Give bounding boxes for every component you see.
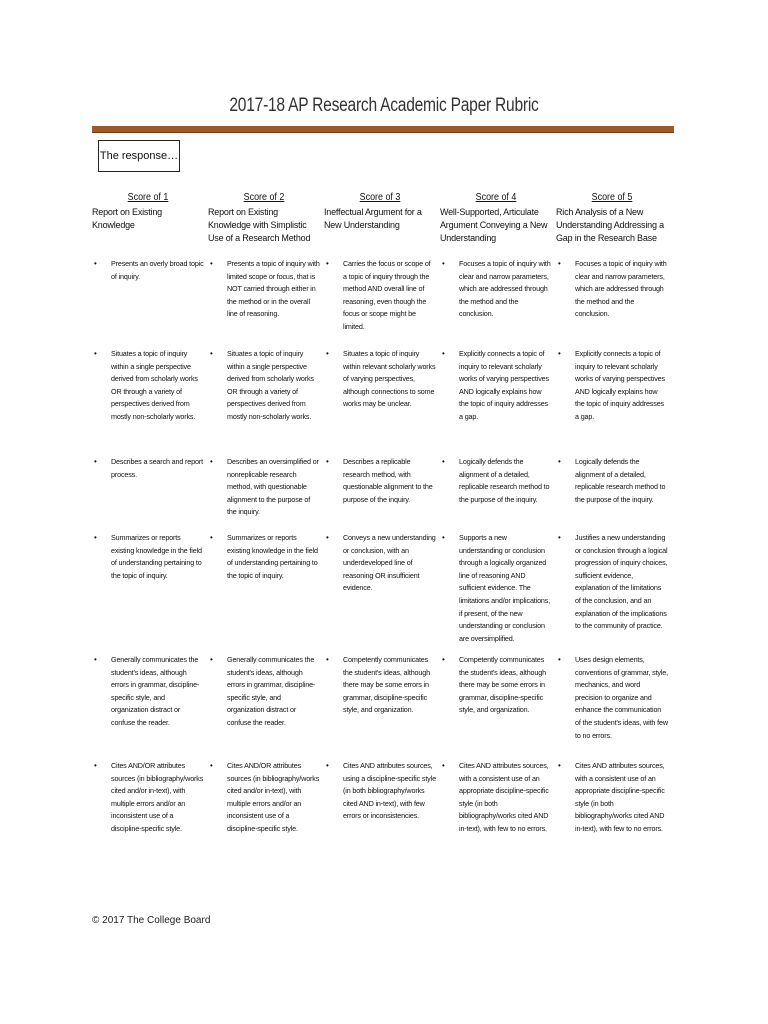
criterion-text: Describes an oversimplified or nonreplicable research method, with questionable alignment to the purpose of the inquiry. [227,457,319,517]
rubric-criterion [324,258,436,334]
bullet-icon: • [210,457,213,466]
criterion-text: Cites AND/OR attributes sources (in bibliography/works cited and/or in-text), with multiple errors and/or an inconsistent use of a discipline-specific style. [111,761,204,833]
rubric-criterion [208,654,320,730]
bullet-icon: • [442,761,445,770]
score-2-title: Score of 2 [243,191,285,203]
rubric-cell [92,456,208,532]
rubric-row [92,258,672,348]
criterion-text: Describes a search and report process. [111,457,203,479]
bullet-icon: • [210,349,213,358]
rubric-cell [92,532,208,654]
bullet-icon: • [94,655,97,664]
rubric-cell [556,760,672,870]
rubric-grid [92,190,672,870]
rubric-cell [556,532,672,654]
rubric-cell [92,760,208,870]
bullet-icon: • [210,761,213,770]
criterion-text: Summarizes or reports existing knowledge in the field of understanding pertaining to the topic of inquiry. [111,533,202,580]
rubric-row [92,532,672,654]
score-2-header [208,190,324,258]
rubric-cell [440,532,556,654]
criterion-text: Generally communicates the student's ideas, although errors in grammar, discipline-specific style, and organization distract or confuse the reader. [227,655,316,727]
rubric-row [92,348,672,456]
page-title: 2017-18 AP Research Academic Paper Rubric [229,95,539,116]
score-4-title: Score of 4 [475,191,517,203]
bullet-icon: • [558,761,561,770]
criterion-text: Situates a topic of inquiry within a single perspective derived from scholarly works OR through a variety of perspectives derived from mostly non-scholarly works. [227,349,314,421]
rubric-cell [208,258,324,348]
criterion-text: Cites AND attributes sources, with a consistent use of an appropriate discipline-specific style (in both bibliography/works cited AND in-text), with few to no errors. [459,761,549,833]
rubric-criterion [92,532,204,582]
criterion-text: Logically defends the alignment of a detailed, replicable research method to the purpose of the inquiry. [459,457,550,504]
rubric-criterion [556,760,668,836]
copyright-footer: © 2017 The College Board [92,915,211,926]
bullet-icon: • [326,349,329,358]
rubric-cell [324,532,440,654]
criterion-text: Supports a new understanding or conclusion through a logically organized line of reasoning AND sufficient evidence. The limitations and/or implications, if present, of the new understanding or conclusion are oversimplified. [459,533,551,643]
rubric-criterion [556,456,668,506]
criterion-text: Summarizes or reports existing knowledge in the field of understanding pertaining to the topic of inquiry. [227,533,318,580]
rubric-cell [440,760,556,870]
bullet-icon: • [94,533,97,542]
rubric-cell [208,760,324,870]
rubric-cell [440,654,556,760]
rubric-criterion [324,532,436,595]
bullet-icon: • [326,655,329,664]
rubric-criterion [556,532,668,633]
rubric-criterion [324,654,436,717]
score-3-header [324,190,440,258]
score-3-description: Ineffectual Argument for a New Understanding [324,207,422,230]
rubric-criterion [440,760,552,836]
bullet-icon: • [94,349,97,358]
rubric-cell [556,258,672,348]
rubric-cell [324,348,440,456]
criterion-text: Carries the focus or scope of a topic of inquiry through the method AND overall line of reasoning, even though the focus or scope might be limited. [343,259,431,331]
rubric-cell [324,456,440,532]
rubric-cell [92,654,208,760]
rubric-criterion [92,348,204,424]
rubric-criterion [440,654,552,717]
rubric-cell [556,348,672,456]
bullet-icon: • [326,761,329,770]
rubric-criterion [92,456,204,481]
criterion-text: Presents a topic of inquiry with limited scope or focus, that is NOT carried through either in the method or in the overall line of reasoning. [227,259,320,319]
score-5-header [556,190,672,258]
bullet-icon: • [442,655,445,664]
criterion-text: Cites AND/OR attributes sources (in bibliography/works cited and/or in-text), with multiple errors and/or an inconsistent use of a discipline-specific style. [227,761,320,833]
rubric-criterion [208,348,320,424]
criterion-text: Focuses a topic of inquiry with clear and narrow parameters, which are addressed through the method and the conclusion. [575,259,667,319]
score-2-description: Report on Existing Knowledge with Simplistic Use of a Research Method [208,207,311,243]
bullet-icon: • [94,761,97,770]
bullet-icon: • [326,259,329,268]
criterion-text: Describes a replicable research method, with questionable alignment to the purpose of the inquiry. [343,457,433,504]
criterion-text: Uses design elements, conventions of grammar, style, mechanics, and word precision to organize and enhance the communication of the student's ideas, with few to no errors. [575,655,668,740]
rubric-criterion [440,258,552,321]
bullet-icon: • [558,457,561,466]
rubric-criterion [92,760,204,836]
rubric-criterion [324,348,436,411]
score-5-description: Rich Analysis of a New Understanding Addressing a Gap in the Research Base [556,207,664,243]
criterion-text: Explicitly connects a topic of inquiry to relevant scholarly works of varying perspectives AND logically explains how the topic of inquiry addresses a gap. [575,349,665,421]
rubric-criterion [324,760,436,823]
rubric-cell [440,456,556,532]
rubric-cell [92,258,208,348]
rubric-criterion [208,760,320,836]
criterion-text: Explicitly connects a topic of inquiry to relevant scholarly works of varying perspectives AND logically explains how the topic of inquiry addresses a gap. [459,349,549,421]
title-divider [92,126,674,133]
rubric-cell [208,654,324,760]
bullet-icon: • [326,533,329,542]
rubric-criterion [556,348,668,424]
bullet-icon: • [442,457,445,466]
bullet-icon: • [558,533,561,542]
criterion-text: Conveys a new understanding or conclusion, with an underdeveloped line of reasoning OR insufficient evidence. [343,533,436,593]
response-label: The response… [99,150,179,162]
rubric-criterion [556,654,668,742]
rubric-cell [440,348,556,456]
rubric-cell [324,760,440,870]
criterion-text: Cites AND attributes sources, with a consistent use of an appropriate discipline-specific style (in both bibliography/works cited AND in-text), with few to no errors. [575,761,665,833]
rubric-criterion [92,258,204,283]
rubric-criterion [208,258,320,321]
criterion-text: Justifies a new understanding or conclusion through a logical progression of inquiry choices, sufficient evidence, explanation of the limitations of the conclusion, and an explanation of the implications to the community of practice. [575,533,668,631]
rubric-row [92,654,672,760]
rubric-criterion [92,654,204,730]
score-3-title: Score of 3 [359,191,401,203]
response-label-box [98,140,180,172]
criterion-text: Presents an overly broad topic of inquiry. [111,259,204,281]
criterion-text: Competently communicates the student's ideas, although there may be some errors in grammar, discipline-specific style, and organization. [343,655,430,715]
bullet-icon: • [442,349,445,358]
rubric-criterion [208,456,320,519]
rubric-criterion [208,532,320,582]
bullet-icon: • [210,259,213,268]
rubric-cell [556,654,672,760]
rubric-criterion [324,456,436,506]
rubric-cell [556,456,672,532]
bullet-icon: • [558,349,561,358]
rubric-cell [208,348,324,456]
criterion-text: Cites AND attributes sources, using a discipline-specific style (in both bibliography/works cited AND in-text), with few errors or inconsistencies. [343,761,436,821]
criterion-text: Situates a topic of inquiry within a single perspective derived from scholarly works OR through a variety of perspectives derived from mostly non-scholarly works. [111,349,198,421]
score-1-header [92,190,208,258]
rubric-cell [324,654,440,760]
bullet-icon: • [442,533,445,542]
rubric-cell [92,348,208,456]
bullet-icon: • [326,457,329,466]
rubric-criterion [556,258,668,321]
bullet-icon: • [94,457,97,466]
score-4-description: Well-Supported, Articulate Argument Conveying a New Understanding [440,207,548,243]
criterion-text: Situates a topic of inquiry within relevant scholarly works of varying perspectives, although connections to some works may be unclear. [343,349,436,409]
bullet-icon: • [210,655,213,664]
rubric-header-row [92,190,672,258]
score-1-title: Score of 1 [127,191,169,203]
rubric-cell [324,258,440,348]
bullet-icon: • [558,655,561,664]
rubric-criterion [440,348,552,424]
rubric-row [92,456,672,532]
criterion-text: Competently communicates the student's ideas, although there may be some errors in grammar, discipline-specific style, and organization. [459,655,546,715]
rubric-cell [440,258,556,348]
rubric-criterion [440,456,552,506]
rubric-row [92,760,672,870]
score-1-description: Report on Existing Knowledge [92,207,162,230]
rubric-cell [208,456,324,532]
criterion-text: Focuses a topic of inquiry with clear and narrow parameters, which are addressed through the method and the conclusion. [459,259,551,319]
criterion-text: Generally communicates the student's ideas, although errors in grammar, discipline-specific style, and organization distract or confuse the reader. [111,655,200,727]
rubric-criterion [440,532,552,645]
bullet-icon: • [442,259,445,268]
score-4-header [440,190,556,258]
bullet-icon: • [94,259,97,268]
bullet-icon: • [210,533,213,542]
bullet-icon: • [558,259,561,268]
rubric-cell [208,532,324,654]
score-5-title: Score of 5 [591,191,633,203]
criterion-text: Logically defends the alignment of a detailed, replicable research method to the purpose of the inquiry. [575,457,666,504]
